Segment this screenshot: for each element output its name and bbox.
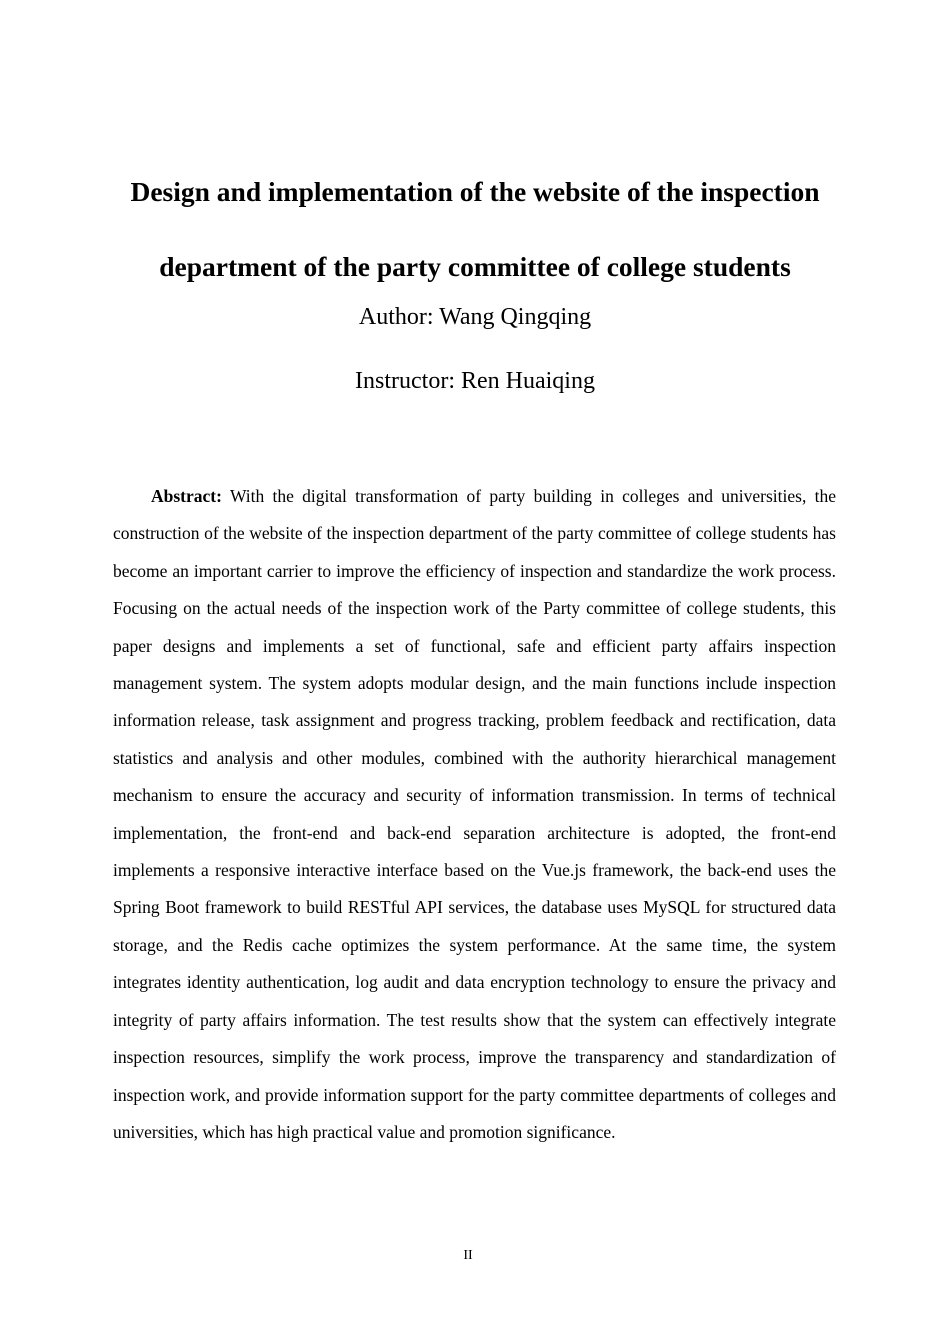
page-number: II <box>463 1248 473 1263</box>
paper-title <box>100 154 850 304</box>
abstract-text: With the digital transformation of party building in colleges and universities, the construction of the website of the inspection department of the party committee of college students has become an important carrier to improve the efficiency of inspection and standardize the work process. Focusing on the actual needs of the inspection work of the Party committee of college students, this paper designs and implements a set of functional, safe and efficient party affairs inspection management system. The system adopts modular design, and the main functions include inspection information release, task assignment and progress tracking, problem feedback and rectification, data statistics and analysis and other modules, combined with the authority hierarchical management mechanism to ensure the accuracy and security of information transmission. In terms of technical implementation, the front-end and back-end separation architecture is adopted, the front-end implements a responsive interactive interface based on the Vue.js framework, the back-end uses the Spring Boot framework to build RESTful API services, the database uses MySQL for structured data storage, and the Redis cache optimizes the system performance. At the same time, the system integrates identity authentication, log audit and data encryption technology to ensure the privacy and integrity of party affairs information. The test results show that the system can effectively integrate inspection resources, simplify the work process, improve the transparency and standardization of inspection work, and provide information support for the party committee departments of colleges and universities, which has high practical value and promotion significance. <box>113 486 837 1142</box>
abstract-paragraph <box>113 478 836 1151</box>
paper-title-line-1: Design and implementation of the website of the inspection <box>130 176 820 207</box>
abstract-label: Abstract: <box>151 486 222 506</box>
instructor-line: Instructor: Ren Huaiqing <box>355 368 595 394</box>
author-line: Author: Wang Qingqing <box>358 304 592 330</box>
paper-title-line-2: department of the party committee of college students <box>159 251 791 282</box>
